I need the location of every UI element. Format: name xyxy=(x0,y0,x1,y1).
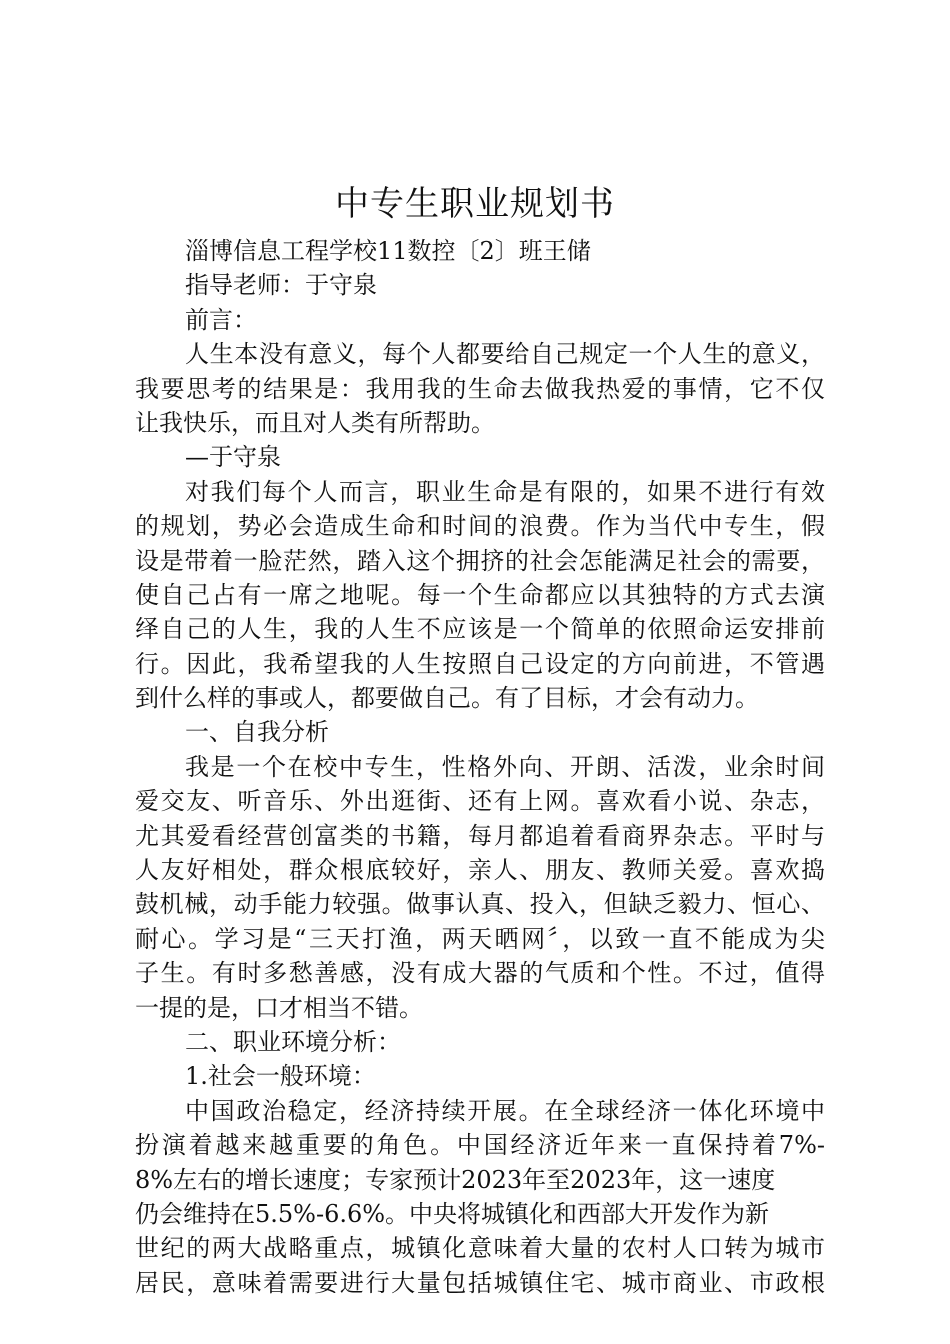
text-line: 人生本没有意义，每个人都要给自己规定一个人生的意义， xyxy=(185,340,825,369)
text-line: 居民，意味着需要进行大量包括城镇住宅、城市商业、市政根 xyxy=(135,1268,825,1297)
text-line: 扮演着越来越重要的角色。中国经济近年来一直保持着7%- xyxy=(135,1131,825,1160)
document-title: 中专生职业规划书 xyxy=(335,184,615,224)
text-line: 行。因此，我希望我的人生按照自己设定的方向前进，不管遇 xyxy=(135,649,825,678)
text-line: 耐心。学习是“三天打渔，两天晒网〞，以致一直不能成为尖 xyxy=(135,924,825,953)
text-line: 绎自己的人生，我的人生不应该是一个简单的依照命运安排前 xyxy=(135,615,825,644)
text-line: 1.社会一般环境： xyxy=(185,1062,376,1091)
text-line: 人友好相处，群众根底较好，亲人、朋友、教师关爱。喜欢捣 xyxy=(135,856,825,885)
text-line: 鼓机械，动手能力较强。做事认真、投入，但缺乏毅力、恒心、 xyxy=(135,890,825,919)
text-line: 的规划，势必会造成生命和时间的浪费。作为当代中专生，假 xyxy=(135,512,825,541)
text-line: —于守泉 xyxy=(185,443,281,472)
text-line: 子生。有时多愁善感，没有成大器的气质和个性。不过，值得 xyxy=(135,959,825,988)
text-line: 爱交友、听音乐、外出逛街、还有上网。喜欢看小说、杂志， xyxy=(135,787,825,816)
text-line: 指导老师：于守泉 xyxy=(185,271,377,300)
text-line: 尤其爱看经营创富类的书籍，每月都追着看商界杂志。平时与 xyxy=(135,821,825,850)
text-line: 让我快乐，而且对人类有所帮助。 xyxy=(135,408,495,437)
text-line: 到什么样的事或人，都要做自己。有了目标，才会有动力。 xyxy=(135,684,759,713)
text-line: 一提的是，口才相当不错。 xyxy=(135,993,423,1022)
text-line: 我是一个在校中专生，性格外向、开朗、活泼，业余时间 xyxy=(185,752,825,781)
text-line: 中国政治稳定，经济持续开展。在全球经济一体化环境中 xyxy=(185,1096,825,1125)
text-line: 使自己占有一席之地呢。每一个生命都应以其独特的方式去演 xyxy=(135,580,825,609)
text-line: 一、自我分析 xyxy=(185,718,329,747)
text-line: 二、职业环境分析： xyxy=(185,1027,401,1056)
text-line: 前言： xyxy=(185,305,257,334)
document-body xyxy=(135,234,825,1300)
text-line: 淄博信息工程学校11数控〔2〕班王储 xyxy=(185,237,591,265)
text-line: 设是带着一脸茫然，踏入这个拥挤的社会怎能满足社会的需要， xyxy=(135,546,825,575)
text-line: 对我们每个人而言，职业生命是有限的，如果不进行有效 xyxy=(185,477,825,506)
text-line: 我要思考的结果是：我用我的生命去做我热爱的事情，它不仅 xyxy=(135,374,825,403)
text-line: 8%左右的增长速度；专家预计2023年至2023年，这一速度 xyxy=(135,1165,776,1194)
text-line: 世纪的两大战略重点，城镇化意味着大量的农村人口转为城市 xyxy=(135,1234,825,1263)
text-line: 仍会维持在5.5%-6.6%。中央将城镇化和西部大开发作为新 xyxy=(135,1199,770,1228)
